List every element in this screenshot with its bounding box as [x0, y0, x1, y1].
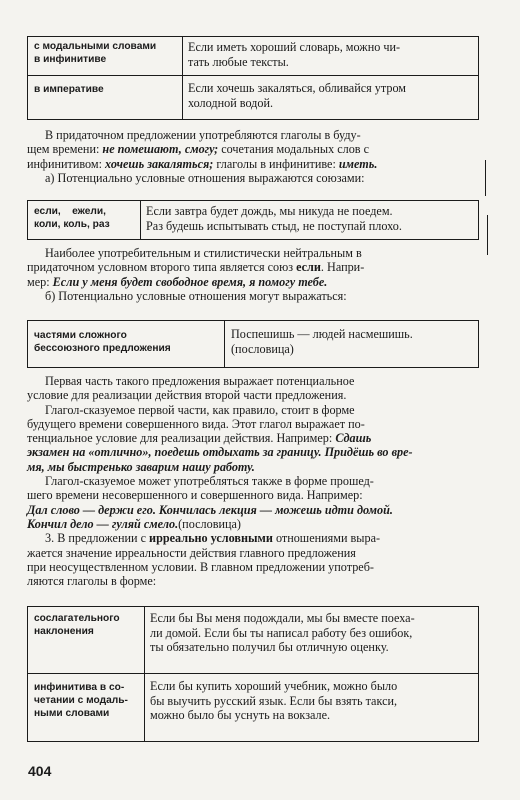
table-row-label: инфинитива в со- четании с модаль- ными словами — [34, 682, 128, 719]
margin-mark — [487, 215, 488, 255]
table-divider — [28, 75, 478, 76]
conjunction-list: если, ежели, коли, коль, раз — [34, 206, 110, 230]
table-divider — [28, 673, 478, 674]
table-row-label: частями сложного бессоюзного предложения — [34, 330, 171, 354]
table-divider — [224, 321, 225, 367]
asyndetic-table — [27, 320, 479, 368]
modal-infinitive-table — [27, 36, 479, 120]
table-row-label: с модальными словами в инфинитиве — [34, 41, 157, 65]
table-row-label: сослагательного наклонения — [34, 613, 120, 637]
table-divider — [140, 201, 141, 239]
table-row-example: Если бы купить хороший учебник, можно было бы выучить русский язык. Если бы взять такси, можно было бы уснуть на вокзале. — [150, 679, 398, 722]
table-row-label: в императиве — [34, 84, 104, 95]
paragraph-esli: Наиболее употребительным и стилистически нейтральным в придаточном условном второго типа является союз если. Напри- мер: Если у меня будет свободное время, я помогу тебе. б) Потенциально условные отношения могут выражаться: — [27, 246, 365, 303]
table-divider — [182, 37, 183, 119]
page-number: 404 — [28, 763, 52, 779]
paragraph-future-tense: В придаточном предложении употребляются глаголы в буду- щем времени: не помешают, смогу; сочетания модальных слов с инфинитивом: хочешь закаляться; глаголы в инфинитиве: иметь. а) Потенциально условные отношения выражаются союзами: — [27, 128, 378, 185]
unreal-condition-table — [27, 606, 479, 742]
table-row-example: Если иметь хороший словарь, можно чи- тать любые тексты. — [188, 40, 401, 69]
table-row-example: Если завтра будет дождь, мы никуда не поедем. Раз будешь испытывать стыд, не поступай плохо. — [146, 204, 402, 233]
paragraph-first-part: Первая часть такого предложения выражает потенциальное условие для реализации действия второй части предложения. Глагол-сказуемое первой части, как правило, стоит в форме будущего времени совершенного вида. Этот глагол выражает по- тенциальное условие для реализации действия. Например: Сдашь экзамен на «отлично», поедешь отдыхать за границу. Придёшь во вре- мя, мы быстренько заварим нашу работу. Глагол-сказуемое может употребляться также в форме прошед- шего времени несовершенного и совершенного вида. Например: Дал слово — держи его. Кончилась лекция — можешь идти домой. Кончил дело — гуляй смело.(пословица) 3. В предложении с ирреально условными отношениями выра- жается значение ирреальности действия главного предложения при неосуществленном условии. В главном предложении употреб- ляются глаголы в форме: — [27, 374, 413, 589]
conjunctions-table — [27, 200, 479, 240]
table-row-example: Если бы Вы меня подождали, мы бы вместе поеха- ли домой. Если бы ты написал работу без ошибок, ты обязательно получил бы отличную оценку. — [150, 611, 415, 654]
margin-mark — [485, 160, 486, 196]
table-row-example: Если хочешь закаляться, обливайся утром холодной водой. — [188, 81, 407, 110]
table-row-example: Поспешишь — людей насмешишь. (пословица) — [231, 327, 413, 356]
